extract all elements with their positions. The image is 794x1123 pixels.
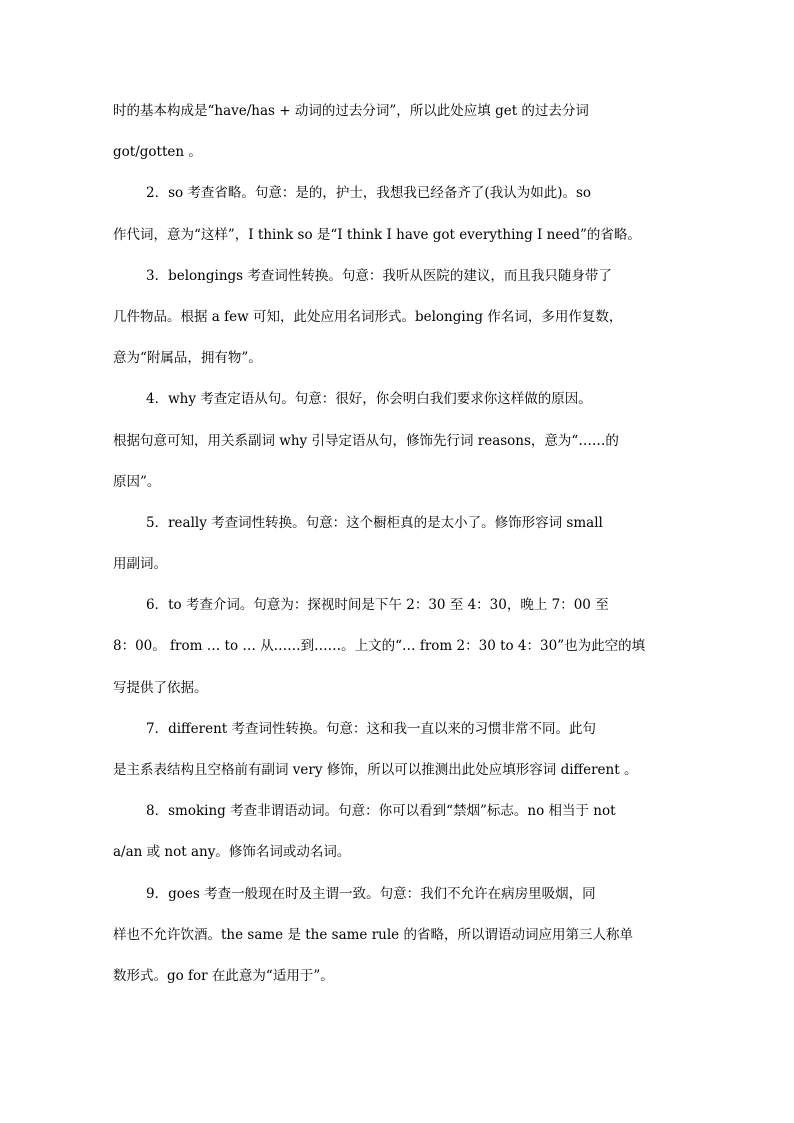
- answer-5-line: 5．really 考查词性转换。句意：这个橱柜真的是太小了。修饰形容词 small: [146, 514, 603, 531]
- text-line: 8：00。 from … to … 从……到……。上文的“… from 2：30 to 4：30”也为此空的填: [113, 638, 646, 655]
- answer-6-line: 6．to 考查介词。句意为：探视时间是下午 2：30 至 4：30，晚上 7：00 至: [146, 597, 609, 614]
- text-line: 时的基本构成是“have/has + 动词的过去分词”，所以此处应填 get 的过去分词: [113, 103, 589, 119]
- answer-3-line: 3．belongings 考查词性转换。句意：我听从医院的建议，而且我只随身带了: [146, 267, 612, 284]
- answer-explanations: [113, 98, 683, 1004]
- answer-9-line: 9．goes 考查一般现在时及主谓一致。句意：我们不允许在病房里吸烟，同: [146, 885, 596, 902]
- text-line: 是主系表结构且空格前有副词 very 修饰，所以可以推测出此处应填形容词 different 。: [113, 762, 638, 778]
- answer-8-line: 8．smoking 考查非谓语动词。句意：你可以看到“禁烟”标志。no 相当于 not: [146, 803, 616, 820]
- text-line: a/an 或 not any。修饰名词或动名词。: [113, 844, 351, 861]
- text-line: 意为“附属品，拥有物”。: [113, 350, 262, 367]
- text-line: 原因”。: [113, 473, 161, 490]
- text-line: 根据句意可知，用关系副词 why 引导定语从句，修饰先行词 reasons，意为“……的: [113, 432, 619, 449]
- answer-4-line: 4．why 考查定语从句。句意：很好，你会明白我们要求你这样做的原因。: [146, 391, 592, 408]
- text-line: 写提供了依据。: [113, 679, 208, 696]
- text-line: 用副词。: [113, 556, 167, 573]
- answer-2-line: 2．so 考查省略。句意：是的，护士，我想我已经备齐了(我认为如此)。so: [146, 185, 592, 202]
- text-line: 作代词，意为“这样”，I think so 是“I think I have got everything I need”的省略。: [113, 226, 641, 243]
- text-line: 样也不允许饮酒。the same 是 the same rule 的省略，所以谓语动词应用第三人称单: [113, 926, 633, 943]
- text-line: 几件物品。根据 a few 可知，此处应用名词形式。belonging 作名词，多用作复数，: [113, 308, 623, 325]
- answer-7-line: 7．different 考查词性转换。句意：这和我一直以来的习惯非常不同。此句: [146, 720, 596, 737]
- text-line: 数形式。go for 在此意为“适用于”。: [113, 967, 334, 984]
- text-line: got/gotten 。: [113, 144, 202, 161]
